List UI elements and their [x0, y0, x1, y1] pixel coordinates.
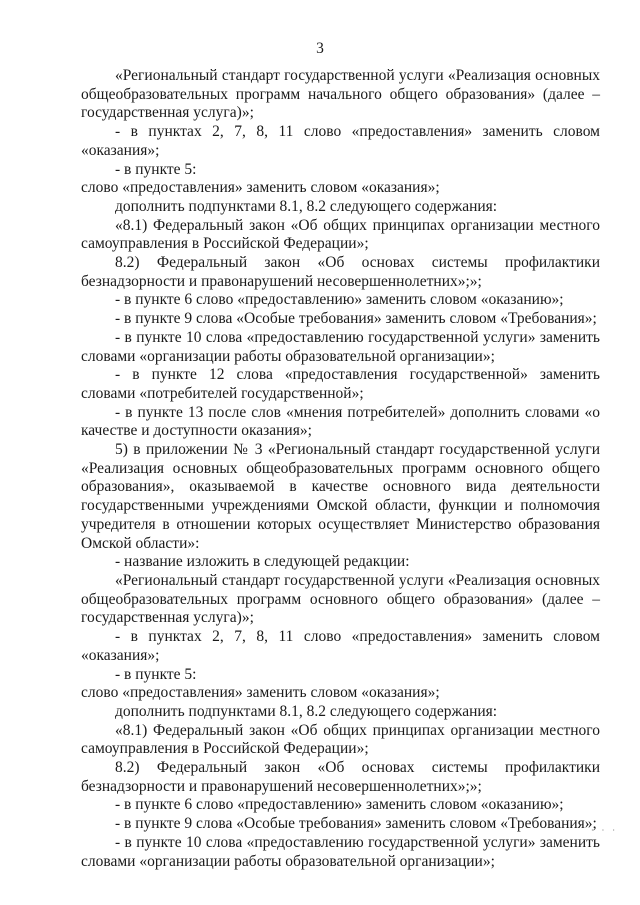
- paragraph: 5) в приложении № 3 «Региональный стандарт государственной услуги «Реализация основных общеобразовательных программ основного общего образования», оказываемой в качестве основного вида деятельности государственными учреждениями Омской области, функции и полномочия учредителя в отношении которых осуществляет Министерство образования Омской области»:: [81, 441, 600, 552]
- paragraph: - в пункте 6 слово «предоставлению» заменить словом «оказанию»;: [115, 291, 564, 309]
- scan-artifact: · · ·: [591, 826, 618, 835]
- paragraph: - в пункте 10 слова «предоставлению государственной услуги» заменить словами «организации работы образовательной организации»;: [81, 328, 600, 365]
- paragraph: слово «предоставления» заменить словом «оказания»;: [81, 684, 440, 702]
- paragraph: - в пункте 13 после слов «мнения потребителей» дополнить словами «о качестве и доступности оказания»;: [81, 403, 600, 440]
- paragraph: - в пунктах 2, 7, 8, 11 слово «предоставления» заменить словом «оказания»;: [81, 123, 600, 159]
- paragraph: - в пункте 6 слово «предоставлению» заменить словом «оказанию»;: [115, 796, 564, 814]
- paragraph: - в пункте 12 слова «предоставления государственной» заменить словами «потребителей государственной»;: [81, 366, 600, 402]
- paragraph: дополнить подпунктами 8.1, 8.2 следующего содержания:: [115, 702, 498, 720]
- paragraph: «Региональный стандарт государственной услуги «Реализация основных общеобразовательных программ основного общего образования» (далее – государственная услуга)»;: [81, 571, 600, 627]
- paragraph: - в пункте 9 слова «Особые требования» заменить словом «Требования»;: [115, 815, 597, 833]
- paragraph: «Региональный стандарт государственной услуги «Реализация основных общеобразовательных программ начального общего образования» (далее – государственная услуга)»;: [81, 67, 600, 122]
- paragraph: - в пункте 10 слова «предоставлению государственной услуги» заменить словами «организации работы образовательной организации»;: [81, 833, 600, 870]
- paragraph: - в пункте 9 слова «Особые требования» заменить словом «Требования»;: [115, 310, 597, 328]
- paragraph: - в пунктах 2, 7, 8, 11 слово «предоставления» заменить словом «оказания»;: [81, 628, 600, 664]
- document-body: [81, 67, 600, 871]
- paragraph: - название изложить в следующей редакции:: [115, 553, 410, 571]
- paragraph: - в пункте 5:: [115, 160, 197, 178]
- paragraph: «8.1) Федеральный закон «Об общих принципах организации местного самоуправления в Российской Федерации»;: [81, 216, 600, 253]
- paragraph: дополнить подпунктами 8.1, 8.2 следующего содержания:: [115, 197, 498, 215]
- paragraph: слово «предоставления» заменить словом «оказания»;: [81, 179, 440, 197]
- page-number: 3: [316, 40, 324, 57]
- paragraph: - в пункте 5:: [115, 665, 197, 683]
- paragraph: «8.1) Федеральный закон «Об общих принципах организации местного самоуправления в Российской Федерации»;: [81, 721, 600, 758]
- paragraph: 8.2) Федеральный закон «Об основах системы профилактики безнадзорности и правонарушений несовершеннолетних»;»;: [81, 254, 600, 290]
- paragraph: 8.2) Федеральный закон «Об основах системы профилактики безнадзорности и правонарушений несовершеннолетних»;»;: [81, 759, 600, 795]
